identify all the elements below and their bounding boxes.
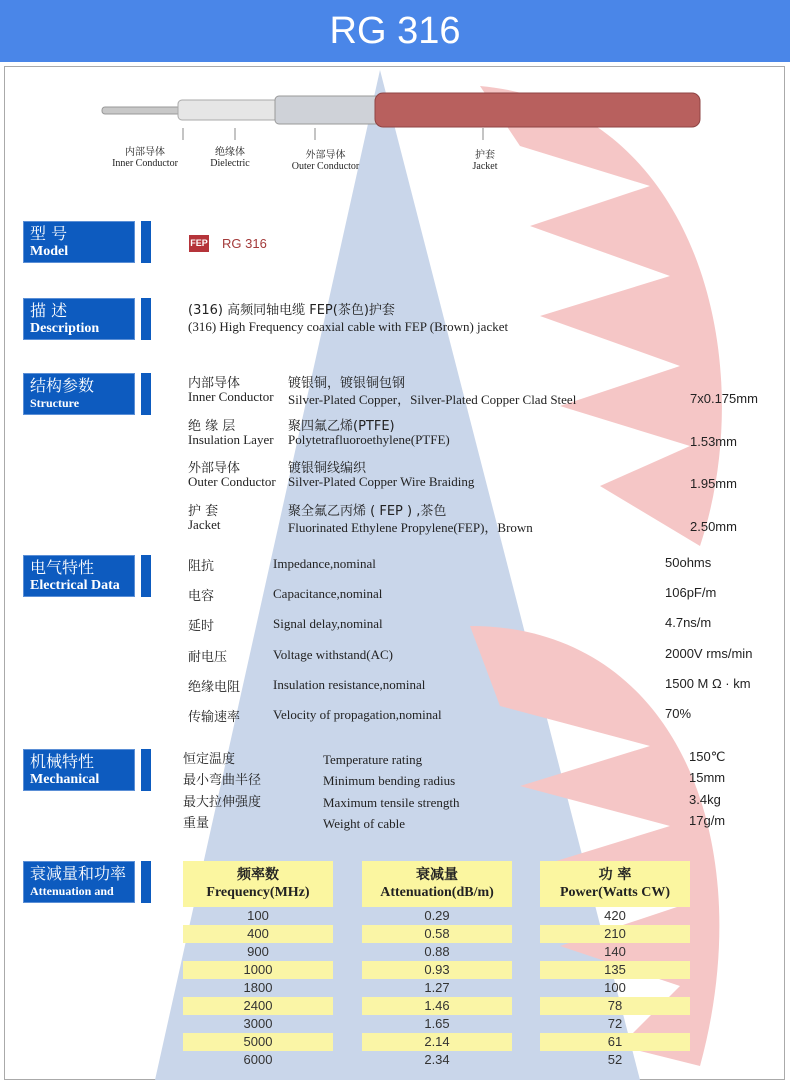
table-cell: 420: [604, 908, 626, 923]
cable-part-en: Jacket: [472, 161, 498, 172]
section-label-structure: [23, 373, 135, 427]
table-cell: 1.65: [424, 1016, 450, 1031]
section-label-model: [23, 221, 135, 263]
section-stripe: [141, 373, 151, 415]
table-cell: 5000: [183, 1033, 333, 1051]
table-column-power: [540, 861, 690, 1069]
electrical-name-cn: 绝缘电阻: [188, 679, 241, 695]
cable-part-dielectric: [195, 147, 265, 169]
structure-value: 7x0.175mm: [690, 391, 758, 406]
mechanical-name-cn: 最大拉伸强度: [183, 794, 262, 810]
structure-material-cn: 镀银铜线编织: [288, 461, 367, 476]
mechanical-name-en: Temperature rating: [323, 752, 423, 767]
structure-material-cn: 聚全氟乙丙烯 ( FEP ) ,茶色: [288, 504, 447, 519]
mechanical-value: 150℃: [689, 749, 726, 764]
section-label-electrical: [23, 555, 135, 597]
table-header-en: Power(Watts CW): [559, 885, 671, 900]
table-cell: 1000: [183, 961, 333, 979]
structure-material-en: Fluorinated Ethylene Propylene(FEP)，Brown: [288, 520, 533, 535]
fep-badge: FEP: [189, 235, 209, 252]
electrical-value: 70%: [665, 706, 692, 721]
mechanical-value: 15mm: [689, 770, 726, 786]
structure-name-cn: 内部导体: [188, 376, 241, 391]
table-header-en: Frequency(MHz): [206, 885, 310, 900]
cable-part-en: Inner Conductor: [112, 158, 178, 169]
electrical-value: 1500 M Ω · km: [665, 675, 751, 691]
label-en: Structure parameter: [30, 396, 84, 427]
label-en: Attenuation and Power: [30, 884, 114, 915]
table-cell: 0.29: [424, 908, 450, 923]
table-cell: 6000: [243, 1052, 273, 1067]
electrical-value: 2000V rms/min: [665, 645, 753, 661]
electrical-name-en: Signal delay,nominal: [273, 616, 383, 632]
description-cn: (316) 高频同轴电缆 FEP(茶色)护套: [188, 303, 395, 318]
model-value: RG 316: [222, 236, 267, 251]
structure-value: 2.50mm: [690, 519, 737, 534]
structure-name-cn: 外部导体: [188, 461, 241, 476]
section-stripe: [141, 298, 151, 340]
mechanical-name-cn: 恒定温度: [183, 752, 236, 767]
cable-part-en: Dielectric: [210, 158, 250, 169]
label-en: Electrical Data: [30, 578, 120, 593]
structure-name-en: Jacket: [188, 517, 221, 532]
table-cell: 900: [247, 944, 269, 959]
structure-name-en: Inner Conductor: [188, 389, 274, 404]
table-cell: 1.27: [424, 980, 450, 995]
cable-part-outer-conductor: [283, 150, 368, 172]
table-header-cn: 频率数: [237, 867, 279, 883]
mechanical-name-en: Maximum tensile strength: [323, 794, 460, 810]
table-cell: 0.88: [424, 944, 450, 959]
cable-part-en: Outer Conductor: [291, 161, 360, 172]
page-title: RG 316: [0, 0, 790, 62]
table-cell: 2400: [183, 997, 333, 1015]
table-cell: 0.93: [362, 961, 512, 979]
structure-material-cn: 聚四氟乙烯(PTFE): [288, 419, 395, 434]
table-header: [183, 861, 333, 907]
structure-value: 1.53mm: [690, 434, 737, 449]
mechanical-name-en: Weight of cable: [323, 815, 405, 831]
section-stripe: [141, 555, 151, 597]
electrical-name-en: Impedance,nominal: [273, 556, 376, 571]
electrical-name-en: Insulation resistance,nominal: [273, 676, 426, 692]
electrical-value: 4.7ns/m: [665, 615, 712, 631]
label-cn: 描 述: [30, 301, 68, 320]
section-label-mechanical: [23, 749, 135, 804]
mechanical-name-cn: 最小弯曲半径: [183, 773, 262, 789]
table-header-en: Attenuation(dB/m): [380, 885, 494, 900]
electrical-name-en: Capacitance,nominal: [273, 586, 383, 602]
structure-material-cn: 镀银铜，镀银铜包钢: [288, 376, 406, 391]
table-cell: 400: [183, 925, 333, 943]
label-en: Model: [30, 244, 69, 259]
mechanical-value: 17g/m: [689, 812, 726, 828]
structure-value: 1.95mm: [690, 476, 737, 491]
table-cell: 2.14: [362, 1033, 512, 1051]
cable-part-cn: 外部导体: [305, 150, 346, 161]
label-cn: 机械特性: [30, 752, 95, 771]
label-en: Mechanical Data: [30, 772, 100, 804]
cable-part-cn: 护套: [475, 150, 495, 161]
table-column-attenuation: [362, 861, 512, 1069]
table-cell: 0.58: [362, 925, 512, 943]
table-header: [362, 861, 512, 907]
table-cell: 72: [607, 1016, 623, 1031]
description-en: (316) High Frequency coaxial cable with FEP (Brown) jacket: [188, 319, 509, 334]
label-cn: 衰减量和功率: [30, 864, 127, 883]
table-cell: 1.46: [362, 997, 512, 1015]
electrical-name-en: Velocity of propagation,nominal: [273, 707, 442, 722]
table-cell: 2.34: [424, 1052, 450, 1067]
table-column-frequency: [183, 861, 333, 1069]
cable-part-cn: 绝缘体: [215, 147, 245, 158]
table-cell: 1800: [243, 980, 273, 995]
structure-name-en: Outer Conductor: [188, 474, 276, 489]
table-cell: 140: [604, 944, 626, 959]
mechanical-name-cn: 重量: [183, 815, 210, 831]
structure-name-en: Insulation Layer: [188, 432, 274, 447]
table-cell: 3000: [243, 1016, 273, 1031]
electrical-name-cn: 电容: [188, 589, 215, 605]
electrical-name-cn: 阻抗: [188, 559, 215, 574]
label-en: Description: [30, 321, 100, 336]
table-header-cn: 衰减量: [416, 867, 458, 883]
structure-material-en: Silver-Plated Copper，Silver-Plated Copper Clad Steel: [288, 392, 577, 407]
table-cell: 100: [604, 980, 626, 995]
table-cell: 100: [247, 908, 269, 923]
electrical-name-en: Voltage withstand(AC): [273, 646, 393, 662]
electrical-name-cn: 延时: [188, 619, 215, 635]
structure-material-en: Polytetrafluoroethylene(PTFE): [288, 432, 450, 447]
table-cell: 61: [540, 1033, 690, 1051]
structure-material-en: Silver-Plated Copper Wire Braiding: [288, 474, 475, 489]
section-label-description: [23, 298, 135, 340]
section-stripe: [141, 749, 151, 791]
cable-illustration: [100, 90, 710, 140]
mechanical-value: 3.4kg: [689, 791, 721, 807]
label-cn: 结构参数: [30, 376, 95, 395]
table-cell: 78: [540, 997, 690, 1015]
section-label-attenuation: [23, 861, 135, 915]
label-cn: 电气特性: [30, 558, 95, 577]
structure-name-cn: 护 套: [188, 504, 219, 519]
cable-part-cn: 内部导体: [125, 147, 165, 158]
table-header: [540, 861, 690, 907]
cable-part-jacket: [455, 150, 515, 172]
electrical-name-cn: 传输速率: [188, 710, 241, 725]
section-stripe: [141, 221, 151, 263]
electrical-name-cn: 耐电压: [188, 649, 228, 665]
structure-name-cn: 绝 缘 层: [188, 419, 236, 434]
table-cell: 52: [607, 1052, 623, 1067]
table-cell: 210: [540, 925, 690, 943]
mechanical-name-en: Minimum bending radius: [323, 773, 456, 789]
label-cn: 型 号: [30, 224, 68, 243]
table-header-cn: 功 率: [598, 867, 632, 883]
table-cell: 135: [540, 961, 690, 979]
electrical-value: 106pF/m: [665, 585, 717, 601]
cable-part-inner-conductor: [105, 147, 185, 169]
electrical-value: 50ohms: [665, 555, 712, 570]
section-stripe: [141, 861, 151, 903]
